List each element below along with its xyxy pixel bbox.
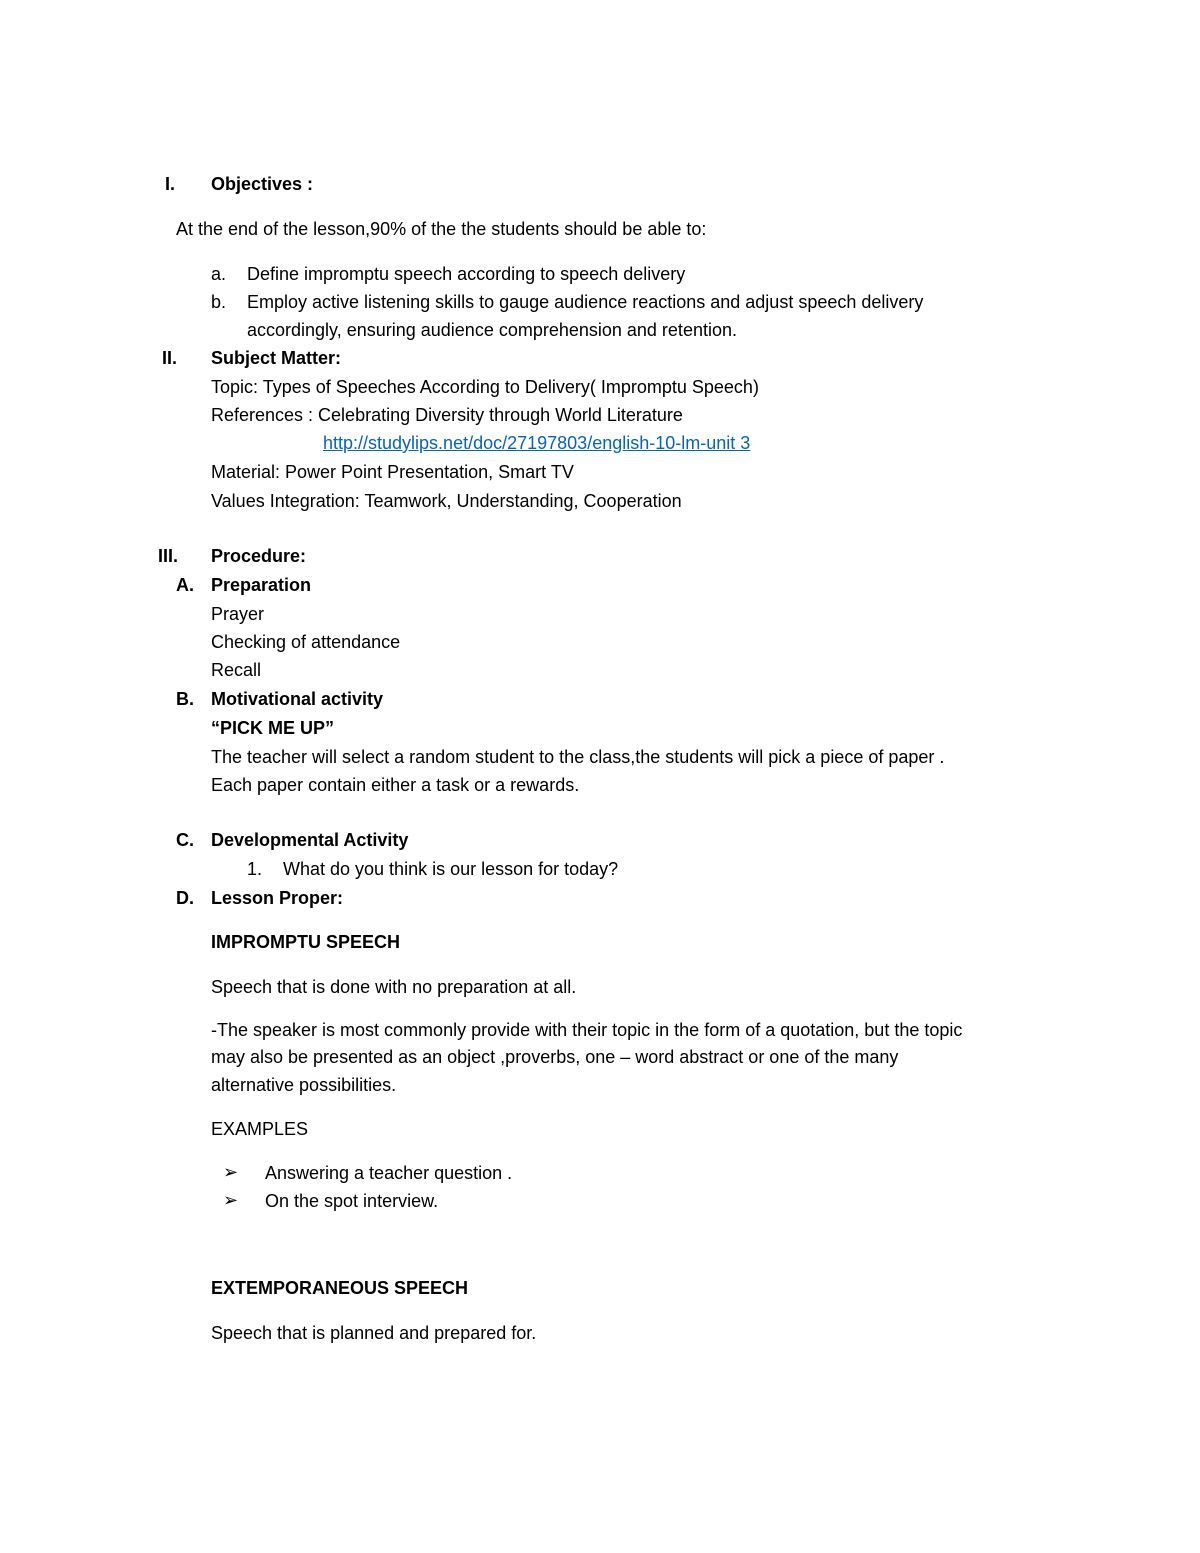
- material-line: Material: Power Point Presentation, Smart TV: [211, 462, 574, 482]
- example-item-2: On the spot interview.: [265, 1191, 439, 1211]
- preparation-recall: Recall: [211, 660, 262, 680]
- examples-label: EXAMPLES: [211, 1119, 309, 1139]
- motivational-subtitle: “PICK ME UP”: [211, 718, 335, 738]
- extemporaneous-title: EXTEMPORANEOUS SPEECH: [211, 1278, 469, 1298]
- procedure-heading: Procedure:: [211, 546, 307, 566]
- objective-a-text: Define impromptu speech according to speech delivery: [247, 264, 686, 284]
- developmental-item: What do you think is our lesson for today?: [283, 859, 619, 879]
- preparation-prayer: Prayer: [211, 604, 265, 624]
- preparation-attendance: Checking of attendance: [211, 632, 401, 652]
- values-line: Values Integration: Teamwork, Understanding, Cooperation: [211, 491, 682, 511]
- objectives-intro: At the end of the lesson,90% of the the students should be able to:: [176, 219, 707, 239]
- section-numeral-3: III.: [158, 546, 179, 566]
- lesson-proper-heading: Lesson Proper:: [211, 888, 344, 908]
- references-line: References : Celebrating Diversity through World Literature: [211, 405, 683, 425]
- example-item-1: Answering a teacher question .: [265, 1163, 513, 1183]
- procedure-marker-b: B.: [176, 689, 194, 709]
- reference-link[interactable]: http://studylips.net/doc/27197803/english-10-lm-unit 3: [323, 433, 751, 453]
- procedure-marker-d: D.: [176, 888, 194, 908]
- objectives-heading: Objectives :: [211, 174, 314, 194]
- extemporaneous-definition: Speech that is planned and prepared for.: [211, 1323, 537, 1343]
- procedure-marker-a: A.: [176, 575, 194, 595]
- objective-b-line1: Employ active listening skills to gauge audience reactions and adjust speech delivery: [247, 292, 924, 312]
- objective-marker-b: b.: [211, 292, 227, 312]
- impromptu-desc-line3: alternative possibilities.: [211, 1075, 397, 1095]
- preparation-heading: Preparation: [211, 575, 312, 595]
- arrow-bullet-icon: ➢: [223, 1162, 239, 1182]
- impromptu-desc-line2: may also be presented as an object ,proverbs, one – word abstract or one of the many: [211, 1047, 899, 1067]
- impromptu-title: IMPROMPTU SPEECH: [211, 932, 401, 952]
- developmental-heading: Developmental Activity: [211, 830, 409, 850]
- section-numeral-1: I.: [165, 174, 176, 194]
- motivational-line1: The teacher will select a random student to the class,the students will pick a piece of paper .: [211, 747, 945, 767]
- topic-line: Topic: Types of Speeches According to Delivery( Impromptu Speech): [211, 377, 759, 397]
- impromptu-definition: Speech that is done with no preparation at all.: [211, 977, 577, 997]
- developmental-item-marker: 1.: [247, 859, 263, 879]
- procedure-marker-c: C.: [176, 830, 194, 850]
- objective-marker-a: a.: [211, 264, 227, 284]
- motivational-heading: Motivational activity: [211, 689, 384, 709]
- subject-matter-heading: Subject Matter:: [211, 348, 342, 368]
- arrow-bullet-icon: ➢: [223, 1190, 239, 1210]
- motivational-line2: Each paper contain either a task or a rewards.: [211, 775, 580, 795]
- section-numeral-2: II.: [162, 348, 178, 368]
- objective-b-line2: accordingly, ensuring audience comprehension and retention.: [247, 320, 737, 340]
- impromptu-desc-line1: -The speaker is most commonly provide with their topic in the form of a quotation, but the topic: [211, 1020, 963, 1040]
